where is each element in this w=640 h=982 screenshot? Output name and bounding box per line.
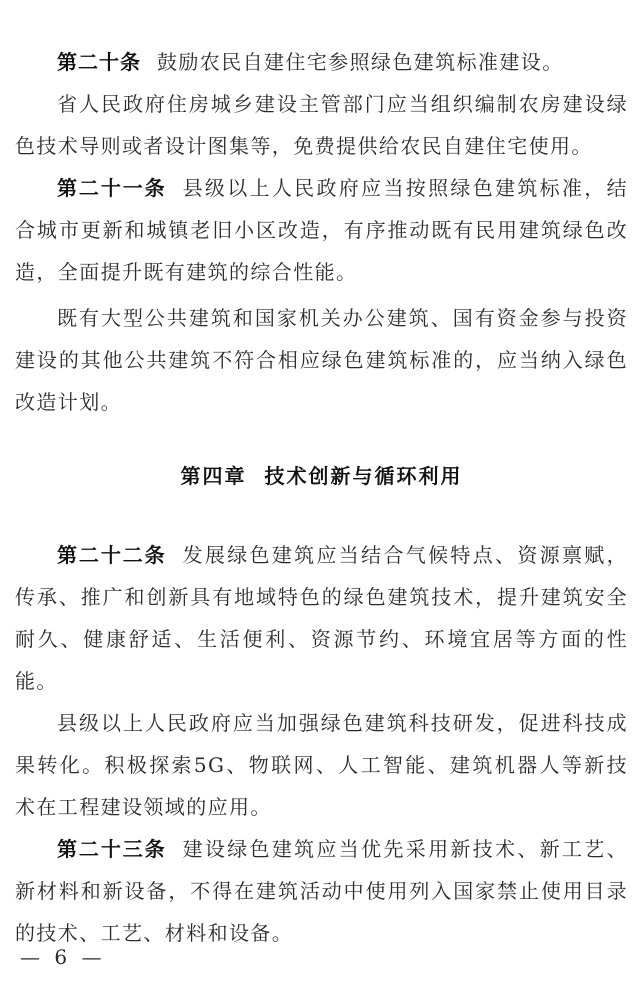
text-line: 术在工程建设领域的应用。 <box>15 795 272 819</box>
article-label: 第二十三条 <box>57 837 167 861</box>
text-line: 改造计划。 <box>15 390 122 414</box>
text-line: 色技术导则或者设计图集等，免费提供给农民自建住宅使用。 <box>15 134 593 158</box>
article-21-paragraph-2 <box>15 297 628 423</box>
text-line: 能。 <box>15 669 58 693</box>
chapter-heading <box>15 455 628 497</box>
article-20 <box>15 41 628 83</box>
text-line: 合城市更新和城镇老旧小区改造，有序推动既有民用建筑绿色改 <box>15 218 628 242</box>
text-line: 鼓励农民自建住宅参照绿色建筑标准建设。 <box>157 50 564 74</box>
article-22 <box>15 534 628 702</box>
article-20-paragraph-2 <box>15 83 628 167</box>
text-line: 果转化。积极探索5G、物联网、人工智能、建筑机器人等新技 <box>15 753 628 777</box>
text-line: 省人民政府住房城乡建设主管部门应当组织编制农房建设绿 <box>57 92 628 116</box>
article-label: 第二十二条 <box>57 543 167 567</box>
article-23 <box>15 828 628 954</box>
text-line: 发展绿色建筑应当结合气候特点、资源禀赋， <box>182 543 629 567</box>
article-label: 第二十条 <box>57 50 141 74</box>
text-line: 耐久、健康舒适、生活便利、资源节约、环境宜居等方面的性 <box>15 627 628 651</box>
chapter-title: 技术创新与循环利用 <box>264 464 463 488</box>
page-number: — 6 — <box>20 945 106 969</box>
text-line: 县级以上人民政府应当加强绿色建筑科技研发，促进科技成 <box>57 711 628 735</box>
text-line: 建设绿色建筑应当优先采用新技术、新工艺、 <box>182 837 629 861</box>
text-line: 的技术、工艺、材料和设备。 <box>15 921 294 945</box>
document-page <box>15 41 628 423</box>
text-line: 县级以上人民政府应当按照绿色建筑标准，结 <box>182 176 629 200</box>
article-label: 第二十一条 <box>57 176 167 200</box>
text-line: 建设的其他公共建筑不符合相应绿色建筑标准的，应当纳入绿色 <box>15 348 628 372</box>
document-page-section-2 <box>15 534 628 954</box>
text-line: 既有大型公共建筑和国家机关办公建筑、国有资金参与投资 <box>57 306 628 330</box>
chapter-number: 第四章 <box>180 464 247 488</box>
text-line: 传承、推广和创新具有地域特色的绿色建筑技术，提升建筑安全 <box>15 585 628 609</box>
text-line: 新材料和新设备，不得在建筑活动中使用列入国家禁止使用目录 <box>15 879 628 903</box>
text-line: 造，全面提升既有建筑的综合性能。 <box>15 260 358 284</box>
article-22-paragraph-2 <box>15 702 628 828</box>
article-21 <box>15 167 628 293</box>
